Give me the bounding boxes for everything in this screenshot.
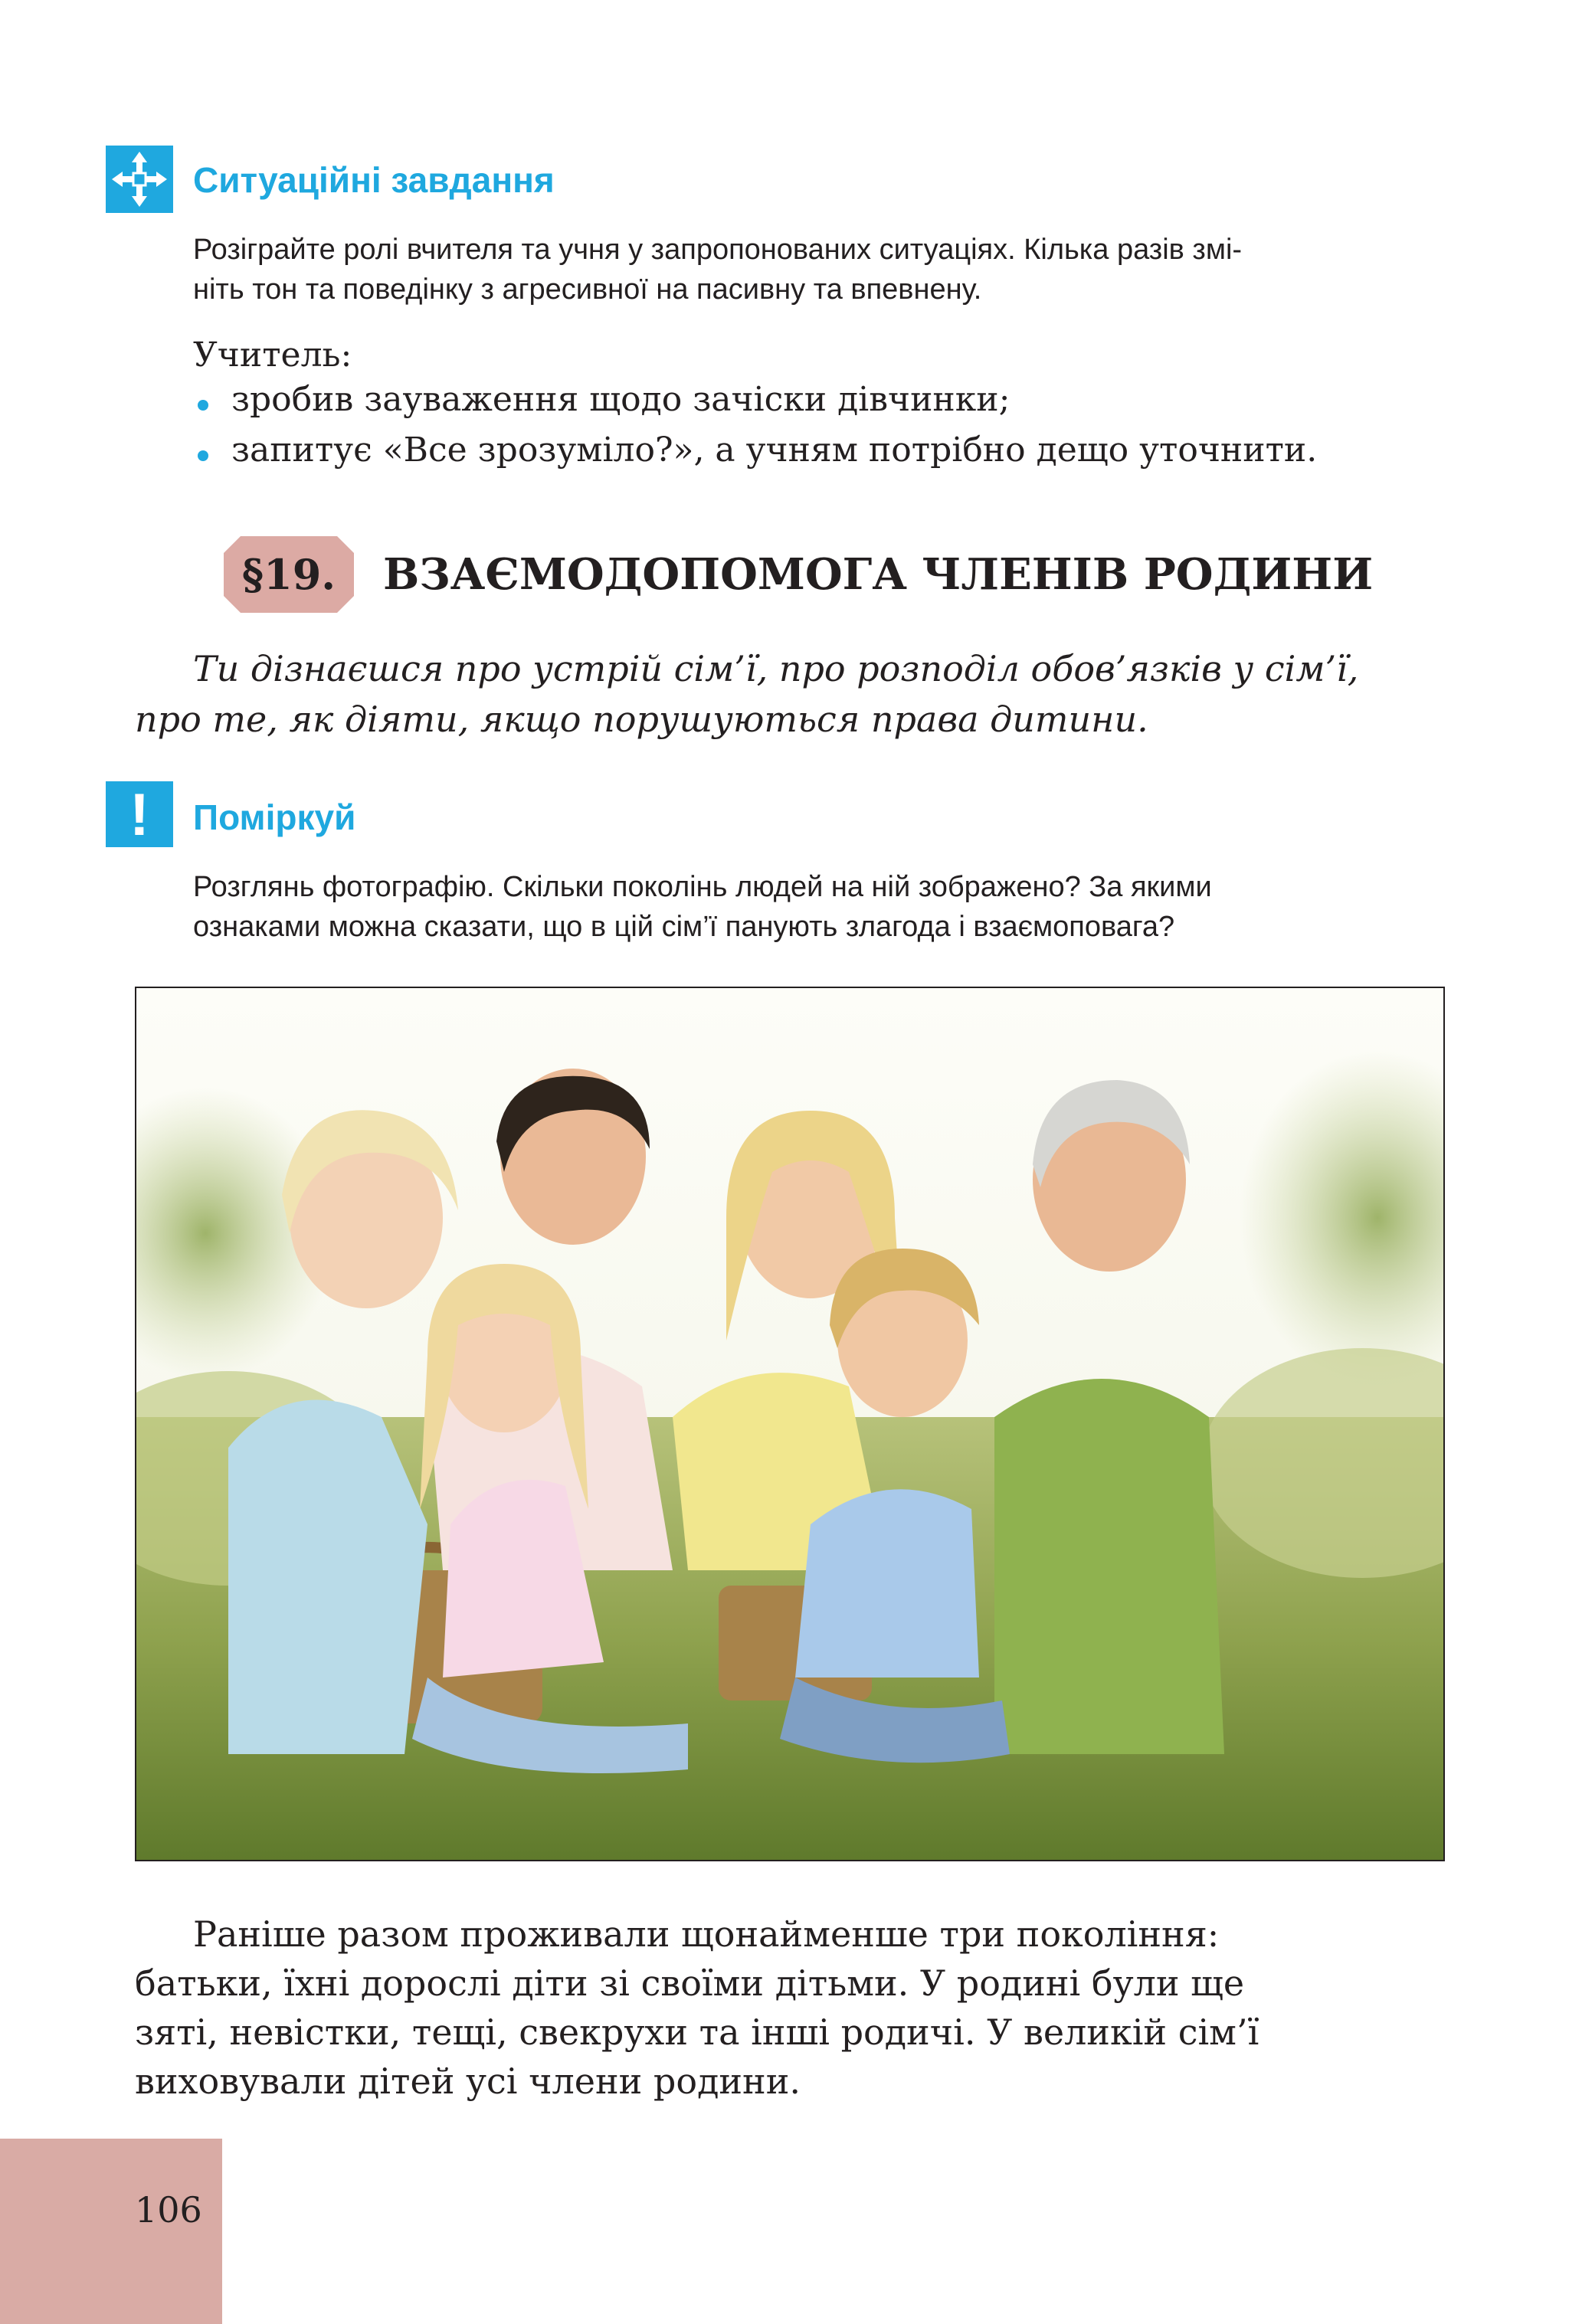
paragraph-number-badge — [224, 536, 354, 613]
body-line-2: батьки, їхні дорослі діти зі своїми дітьми. У родині були ще — [135, 1962, 1245, 2004]
intro-line-2: про те, як діяти, якщо порушуються права дитини. — [135, 699, 1148, 740]
body-line-3: зяті, невістки, тещі, свекрухи та інші родичі. У великій сім’ї — [135, 2011, 1259, 2053]
teacher-label: Учитель: — [193, 336, 352, 375]
page-number: 106 — [135, 2189, 202, 2231]
bullet-dot-icon — [198, 450, 208, 461]
family-photo — [135, 987, 1445, 1861]
section-heading-think: Поміркуй — [193, 797, 356, 837]
body-line-1: Раніше разом проживали щонайменше три покоління: — [193, 1913, 1220, 1955]
page-tab — [0, 2139, 222, 2324]
list-item — [193, 380, 1495, 427]
four-arrows-cross-icon — [106, 146, 173, 213]
paragraph-title: ВЗАЄМОДОПОМОГА ЧЛЕНІВ РОДИНИ — [383, 549, 1374, 600]
body-line-4: виховували дітей усі члени родини. — [135, 2061, 801, 2102]
bullet-text: запитує «Все зрозуміло?», а учням потрібно дещо уточнити. — [231, 430, 1318, 470]
exclamation-icon: ! — [106, 781, 173, 847]
bullet-dot-icon — [198, 400, 208, 411]
instructions-line-1: Розіграйте ролі вчителя та учня у запропонованих ситуаціях. Кілька разів змі- — [193, 234, 1243, 266]
think-text-line-2: ознаками можна сказати, що в цій сім’ї панують злагода і взаємоповага? — [193, 911, 1175, 943]
list-item — [193, 430, 1495, 478]
bullet-text: зробив зауваження щодо зачіски дівчинки; — [231, 380, 1011, 419]
intro-line-1: Ти дізнаєшся про устрій сім’ї, про розподіл обов’язків у сім’ї, — [193, 648, 1359, 689]
instructions-line-2: ніть тон та поведінку з агресивної на пасивну та впевнену. — [193, 273, 982, 306]
paragraph-number: §19. — [241, 550, 336, 599]
section-heading-situational: Ситуаційні завдання — [193, 160, 555, 200]
think-text-line-1: Розглянь фотографію. Скільки поколінь людей на ній зображено? За якими — [193, 871, 1212, 903]
